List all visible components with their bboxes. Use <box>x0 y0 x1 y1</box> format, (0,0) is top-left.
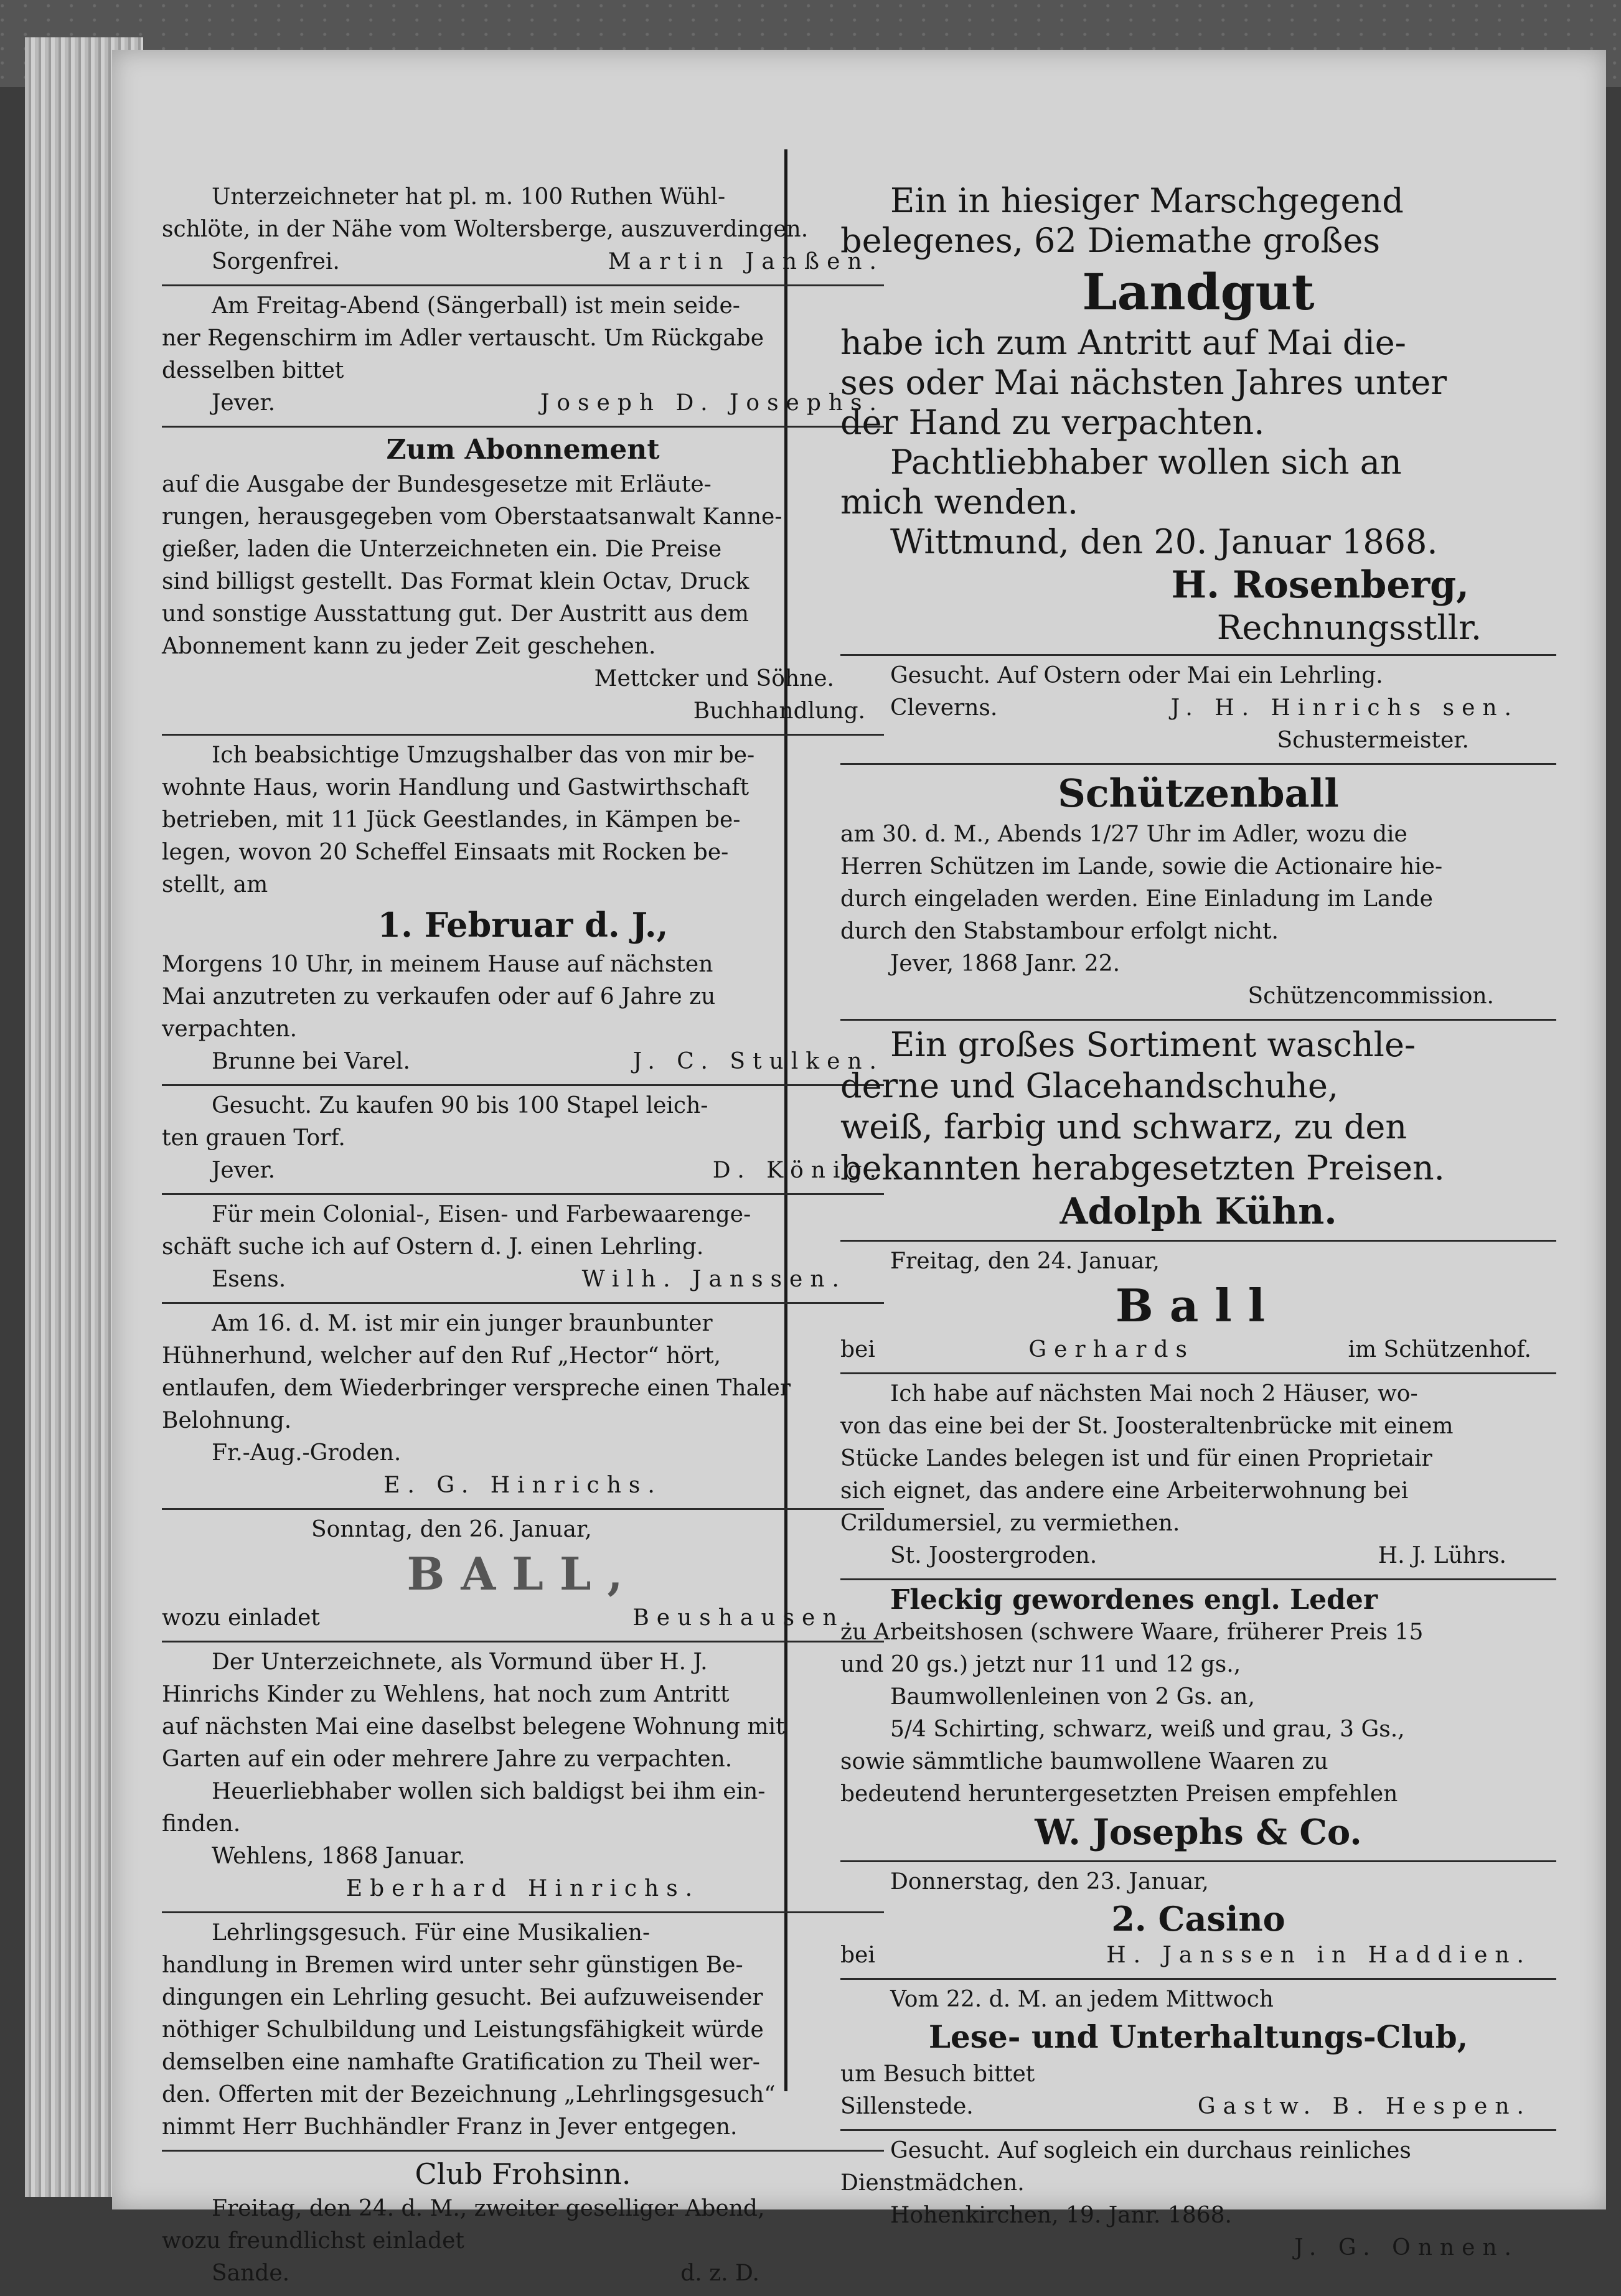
text-line: Der Unterzeichnete, als Vormund über H. J. <box>212 1649 708 1675</box>
ad-casino <box>840 1862 1556 1980</box>
ad-date: Jever, 1868 Janr. 22. <box>890 951 1121 977</box>
ad-club-frohsinn <box>162 2152 884 2296</box>
text-line: sowie sämmtliche baumwollene Waaren zu <box>840 1749 1328 1774</box>
text-line: schäft suche ich auf Ostern d. J. einen Lehrling. <box>162 1234 704 1260</box>
text-line: auf nächsten Mai eine daselbst belegene Wohnung mit <box>162 1714 785 1740</box>
signature: J. C. Stulken. <box>632 1049 884 1074</box>
signature: Beushausen. <box>632 1605 859 1631</box>
ad-abonnement <box>162 428 884 736</box>
signature-line <box>840 1540 1556 1572</box>
text-line: Gesucht. Auf Ostern oder Mai ein Lehrling. <box>890 663 1383 688</box>
ad-lehrlingsgesuch <box>162 1913 884 2152</box>
ad-title: Zum Abonnement <box>386 434 660 466</box>
place: Jever. <box>212 1158 276 1183</box>
text-line: rungen, herausgegeben vom Oberstaatsanwalt Kanne- <box>162 504 782 530</box>
text-line: Fleckig gewordenes engl. Leder <box>890 1584 1378 1616</box>
text-line: Für mein Colonial-, Eisen- und Farbewaarenge- <box>212 1202 751 1227</box>
text-line: Hühnerhund, welcher auf den Ruf „Hector“ hört, <box>162 1343 721 1369</box>
ad-wuehlschloete <box>162 177 884 286</box>
text-line: Vom 22. d. M. an jedem Mittwoch <box>890 1987 1274 2012</box>
text-line: sind billigst gestellt. Das Format klein Octav, Druck <box>162 569 749 594</box>
text-line: und 20 gs.) jetzt nur 11 und 12 gs., <box>840 1652 1241 1677</box>
ad-haeuser <box>840 1374 1556 1580</box>
text-line: ses oder Mai nächsten Jahres unter <box>840 363 1447 402</box>
signature-line <box>840 1939 1556 1972</box>
text-line: gießer, laden die Unterzeichneten ein. Die Preise <box>162 537 722 562</box>
text-line: Stücke Landes belegen ist und für einen Proprietair <box>840 1446 1432 1471</box>
text-line: Crildumersiel, zu vermiethen. <box>840 1511 1180 1536</box>
signature: W. Josephs & Co. <box>1035 1812 1362 1853</box>
signature: J. H. Hinrichs sen. <box>1170 695 1519 721</box>
signature: D. König. <box>712 1158 884 1183</box>
place: Cleverns. <box>890 695 998 721</box>
text-line: nimmt Herr Buchhändler Franz in Jever entgegen. <box>162 2114 738 2140</box>
ad-date: Freitag, den 24. Januar, <box>890 1249 1160 1274</box>
ball-title: BALL, <box>406 1547 639 1600</box>
signature: J. G. Onnen. <box>1294 2235 1519 2261</box>
text-line: desselben bittet <box>162 358 344 383</box>
text-line: bedeutend heruntergesetzten Preisen empfehlen <box>840 1781 1398 1807</box>
text-line: Ich habe auf nächsten Mai noch 2 Häuser, wo- <box>890 1381 1418 1407</box>
ad-title: Landgut <box>1082 263 1315 321</box>
ball-title: Ball <box>1115 1279 1282 1332</box>
text-line: auf die Ausgabe der Bundesgesetze mit Erläute- <box>162 472 712 497</box>
place: Wehlens, 1868 Januar. <box>212 1844 466 1869</box>
text-line: Lehrlingsgesuch. Für eine Musikalien- <box>212 1920 651 1946</box>
text-line: Belohnung. <box>162 1408 292 1433</box>
text-line: handlung in Bremen wird unter sehr günstigen Be- <box>162 1952 743 1978</box>
right-column <box>840 177 1556 2270</box>
place: Esens. <box>212 1267 286 1292</box>
text-line: Morgens 10 Uhr, in meinem Hause auf nächsten <box>162 952 713 977</box>
text-line: Baumwollenleinen von 2 Gs. an, <box>890 1684 1255 1710</box>
signature: H. Janssen in Haddien. <box>1106 1942 1531 1968</box>
invitation: wozu einladet <box>162 1605 320 1631</box>
ad-lehrling-esens <box>162 1195 884 1304</box>
text-line: betrieben, mit 11 Jück Geestlandes, in Kämpen be- <box>162 807 741 833</box>
text-line: habe ich zum Antritt auf Mai die- <box>840 323 1406 362</box>
text-line: Pachtliebhaber wollen sich an <box>890 443 1402 482</box>
text-line: sich eignet, das andere eine Arbeiterwohnung bei <box>840 1478 1409 1504</box>
text-line: Abonnement kann zu jeder Zeit geschehen. <box>162 634 656 659</box>
text-line: Gesucht. Auf sogleich ein durchaus reinliches <box>890 2138 1411 2163</box>
signature-title: Rechnungsstllr. <box>1216 608 1482 647</box>
signature-title: Schustermeister. <box>1277 728 1469 753</box>
signature-line <box>162 2257 884 2290</box>
text-line: finden. <box>162 1811 241 1837</box>
signature: Gastw. B. Hespen. <box>1197 2094 1531 2119</box>
signature: H. J. Lührs. <box>1378 1543 1506 1568</box>
signature: d. z. D. <box>680 2261 759 2286</box>
ad-title: Schützenball <box>1058 771 1339 816</box>
signature: Schützencommission. <box>1247 983 1494 1009</box>
place: Sillenstede. <box>840 2094 974 2119</box>
ad-huehnerhund <box>162 1304 884 1510</box>
signature: H. Rosenberg, <box>1171 563 1469 607</box>
text-line: Ich beabsichtige Umzugshalber das von mir be- <box>212 743 755 768</box>
text-line: wozu freundlichst einladet <box>162 2228 464 2254</box>
signature-line <box>840 692 1556 724</box>
text-line: wohnte Haus, worin Handlung und Gastwirthschaft <box>162 775 749 800</box>
place: Fr.-Aug.-Groden. <box>212 1440 402 1466</box>
text-line: Dienstmädchen. <box>840 2170 1025 2196</box>
text-line: um Besuch bittet <box>840 2061 1035 2087</box>
text-line: und sonstige Ausstattung gut. Der Austritt aus dem <box>162 601 749 627</box>
signature-line <box>840 2091 1556 2123</box>
signature-line <box>162 1046 884 1078</box>
ad-title: Lese- und Unterhaltungs-Club, <box>928 2018 1468 2055</box>
signature: Wilh. Janssen. <box>581 1267 847 1292</box>
text-line: durch den Stabstambour erfolgt nicht. <box>840 919 1279 944</box>
ad-landgut <box>840 177 1556 656</box>
ad-wohnung-wehlens <box>162 1642 884 1913</box>
ad-handschuhe <box>840 1021 1556 1242</box>
ad-ball-beushausen <box>162 1510 884 1642</box>
invitation: bei <box>840 1942 875 1968</box>
signature-line <box>162 387 884 419</box>
signature-line <box>162 1602 884 1634</box>
text-line: Heuerliebhaber wollen sich baldigst bei ihm ein- <box>212 1779 766 1804</box>
place: Sande. <box>212 2261 290 2286</box>
text-line: Mai anzutreten zu verkaufen oder auf 6 Jahre zu <box>162 984 716 1010</box>
ad-date: Wittmund, den 20. Januar 1868. <box>890 522 1438 561</box>
ad-ball-gerhards <box>840 1242 1556 1374</box>
signature-line <box>162 246 884 278</box>
text-line: durch eingeladen werden. Eine Einladung im Lande <box>840 886 1433 912</box>
text-line: Unterzeichneter hat pl. m. 100 Ruthen Wühl- <box>212 184 726 210</box>
signature: Joseph D. Josephs. <box>540 390 884 416</box>
ad-leder <box>840 1580 1556 1862</box>
ad-date: Hohenkirchen, 19. Janr. 1868. <box>890 2203 1232 2228</box>
venue: im Schützenhof. <box>1348 1337 1531 1362</box>
ad-title: Club Frohsinn. <box>415 2157 631 2191</box>
ad-date: Donnerstag, den 23. Januar, <box>890 1869 1209 1895</box>
text-line: Freitag, den 24. d. M., zweiter geselliger Abend, <box>212 2196 765 2221</box>
text-line: ner Regenschirm im Adler vertauscht. Um Rückgabe <box>162 326 764 351</box>
signature-line <box>840 1334 1556 1366</box>
place: Sorgenfrei. <box>212 249 340 274</box>
text-line: Gesucht. Zu kaufen 90 bis 100 Stapel leich- <box>212 1093 708 1118</box>
signature-line <box>162 1155 884 1187</box>
place: Jever. <box>212 390 276 416</box>
text-line: entlaufen, dem Wiederbringer verspreche einen Thaler <box>162 1375 791 1401</box>
ad-hausverkauf <box>162 736 884 1086</box>
invitation: bei <box>840 1337 875 1362</box>
text-line: den. Offerten mit der Bezeichnung „Lehrlingsgesuch“ <box>162 2082 776 2107</box>
ad-dienstmaedchen <box>840 2131 1556 2270</box>
text-line: Am 16. d. M. ist mir ein junger braunbunter <box>212 1311 713 1336</box>
text-line: verpachten. <box>162 1016 298 1042</box>
text-line: belegenes, 62 Diemathe großes <box>840 221 1381 260</box>
text-line: Hinrichs Kinder zu Wehlens, hat noch zum Antritt <box>162 1682 730 1707</box>
signature: Buchhandlung. <box>693 698 865 724</box>
text-line: demselben eine namhafte Gratification zu Theil wer- <box>162 2050 760 2075</box>
text-line: am 30. d. M., Abends 1/27 Uhr im Adler, wozu die <box>840 822 1407 847</box>
text-line: stellt, am <box>162 872 268 897</box>
text-line: schlöte, in der Nähe vom Woltersberge, auszuverdingen. <box>162 217 809 242</box>
ad-schuetzenball <box>840 765 1556 1021</box>
text-line: Ein großes Sortiment waschle- <box>890 1025 1416 1064</box>
ad-torf <box>162 1086 884 1195</box>
place: St. Joostergroden. <box>890 1543 1097 1568</box>
text-line: ten grauen Torf. <box>162 1125 345 1151</box>
ad-lese-club <box>840 1980 1556 2131</box>
ad-lehrling-clevern <box>840 656 1556 765</box>
text-line: Garten auf ein oder mehrere Jahre zu verpachten. <box>162 1746 733 1772</box>
signature: Adolph Kühn. <box>1060 1190 1337 1232</box>
signature: Mettcker und Söhne. <box>594 666 834 691</box>
text-line: mich wenden. <box>840 482 1079 522</box>
ad-date-heading: 1. Februar d. J., <box>377 905 669 945</box>
text-line: derne und Glacehandschuhe, <box>840 1066 1339 1105</box>
ad-regenschirm <box>162 286 884 428</box>
signature-line <box>162 1263 884 1296</box>
text-line: zu Arbeitshosen (schwere Waare, früherer Preis 15 <box>840 1619 1424 1645</box>
ad-title: 2. Casino <box>1111 1899 1285 1939</box>
text-line: Am Freitag-Abend (Sängerball) ist mein seide- <box>212 293 740 319</box>
text-line: dingungen ein Lehrling gesucht. Bei aufzuweisender <box>162 1985 763 2010</box>
text-line: Herren Schützen im Lande, sowie die Actionaire hie- <box>840 854 1443 879</box>
text-line: bekannten herabgesetzten Preisen. <box>840 1148 1445 1188</box>
place: Brunne bei Varel. <box>212 1049 410 1074</box>
ad-date: Sonntag, den 26. Januar, <box>311 1517 592 1542</box>
text-line: legen, wovon 20 Scheffel Einsaats mit Rocken be- <box>162 840 729 865</box>
left-column <box>162 177 884 2296</box>
text-line: von das eine bei der St. Joosteraltenbrücke mit einem <box>840 1413 1454 1439</box>
text-line: 5/4 Schirting, schwarz, weiß und grau, 3 Gs., <box>890 1717 1405 1742</box>
text-line: nöthiger Schulbildung und Leistungsfähigkeit würde <box>162 2017 764 2043</box>
signature: Eberhard Hinrichs. <box>345 1876 700 1901</box>
signature: E. G. Hinrichs. <box>383 1473 662 1498</box>
signature: Martin Janßen. <box>608 249 884 274</box>
text-line: der Hand zu verpachten. <box>840 403 1265 442</box>
text-line: Ein in hiesiger Marschgegend <box>890 181 1404 220</box>
text-line: weiß, farbig und schwarz, zu den <box>840 1107 1407 1146</box>
venue-host: Gerhards <box>1028 1337 1195 1362</box>
